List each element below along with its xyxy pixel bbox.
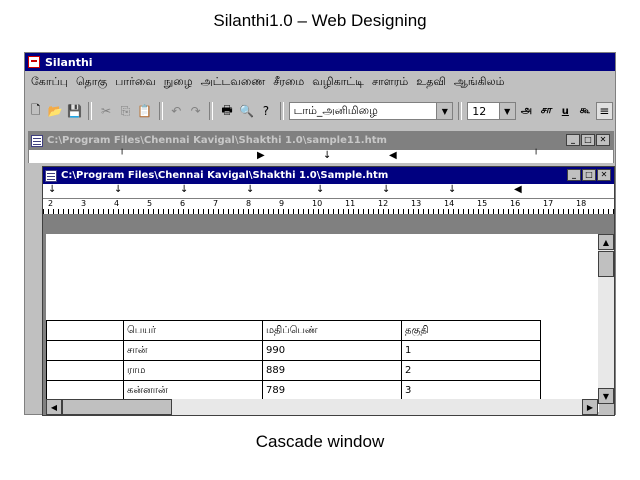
font-size-select[interactable] — [467, 102, 516, 120]
table-cell[interactable] — [47, 341, 124, 361]
font-size-value: 12 — [472, 104, 487, 118]
tab-stops-row — [43, 184, 614, 199]
ruler-number: 15 — [477, 199, 488, 208]
document-title-sample: C:\Program Files\Chennai Kavigal\Shakthi 1.0\Sample.htm — [61, 170, 389, 181]
table-cell[interactable] — [47, 321, 124, 341]
menu-window[interactable]: சாளரம் — [371, 74, 409, 88]
ruler-number: 12 — [378, 199, 389, 208]
tab-stop-icon[interactable]: ↓ — [246, 184, 255, 195]
menu-file[interactable]: கோப்பு — [31, 74, 68, 88]
indent-marker-icon[interactable]: ▶ — [257, 150, 265, 161]
paste-icon[interactable]: 📋 — [137, 104, 153, 118]
undo-icon[interactable]: ↶ — [171, 104, 182, 118]
ruler-number: 11 — [345, 199, 356, 208]
table-cell[interactable]: 2 — [402, 361, 541, 381]
ruler-number: 13 — [411, 199, 422, 208]
table-cell[interactable]: 1 — [402, 341, 541, 361]
vertical-scroll-thumb[interactable] — [598, 251, 614, 277]
ruler-number: 2 — [48, 199, 54, 208]
minimize-icon[interactable]: _ — [566, 134, 580, 146]
table-cell[interactable]: தகுதி — [402, 321, 541, 341]
table-cell[interactable]: 3 — [402, 381, 541, 401]
tamil-script-button[interactable]: கூ — [579, 105, 590, 116]
close-icon[interactable]: ✕ — [597, 169, 611, 181]
tab-stop-icon[interactable]: ↓ — [48, 184, 57, 195]
toolbar — [27, 99, 613, 123]
tab-stop-icon[interactable]: ╵ — [119, 150, 126, 161]
page-margin-band — [43, 214, 614, 234]
ruler-number: 7 — [213, 199, 219, 208]
ruler-number: 3 — [81, 199, 87, 208]
menu-format[interactable]: சீரமை — [273, 74, 305, 88]
app-icon[interactable] — [28, 56, 40, 68]
slide-title: Silanthi1.0 – Web Designing — [213, 11, 427, 30]
toolbar-separator — [209, 102, 213, 120]
table-cell[interactable]: 789 — [263, 381, 402, 401]
chevron-down-icon[interactable]: ▼ — [499, 103, 515, 119]
app-titlebar — [25, 53, 615, 71]
document-editing-area[interactable] — [46, 234, 599, 412]
document-window-sample[interactable] — [42, 166, 615, 416]
horizontal-scrollbar[interactable] — [46, 399, 598, 415]
table-cell[interactable]: பெயர் — [124, 321, 263, 341]
menu-edit[interactable]: தொகு — [75, 74, 108, 88]
font-select-value: டாம்_அனிமிழை — [293, 103, 378, 117]
table-row — [47, 381, 541, 401]
table-header-row — [47, 321, 541, 341]
menu-insert[interactable]: நுழை — [163, 74, 193, 88]
help-icon[interactable]: ? — [262, 104, 270, 118]
table-cell[interactable] — [47, 381, 124, 401]
print-preview-icon[interactable]: 🔍 — [238, 104, 254, 118]
maximize-icon[interactable]: □ — [581, 134, 595, 146]
document-icon[interactable] — [31, 135, 43, 147]
slide-caption: Cascade window — [255, 432, 385, 451]
toolbar-separator — [280, 102, 284, 120]
align-left-icon[interactable]: ≡ — [596, 102, 614, 120]
scroll-down-icon[interactable]: ▼ — [598, 388, 614, 404]
tab-stop-icon[interactable]: ↓ — [114, 184, 123, 195]
table-cell[interactable]: சான் — [124, 341, 263, 361]
menu-help[interactable]: உதவி — [416, 74, 446, 88]
app-title: Silanthi — [45, 55, 93, 69]
document-window-sample11[interactable] — [28, 131, 614, 163]
ruler-number: 18 — [576, 199, 587, 208]
minimize-icon[interactable]: _ — [567, 169, 581, 181]
redo-icon[interactable]: ↷ — [190, 104, 201, 118]
menu-bar — [25, 71, 615, 93]
menu-table[interactable]: அட்டவணை — [200, 74, 266, 88]
print-icon[interactable]: 🖶 — [221, 102, 233, 117]
ruler-number: 16 — [510, 199, 521, 208]
toolbar-separator — [159, 102, 163, 120]
tab-stop-icon[interactable]: ↓ — [382, 184, 391, 195]
indent-marker-icon[interactable]: ◀ — [389, 150, 397, 161]
table-cell[interactable] — [47, 361, 124, 381]
ruler-number: 5 — [147, 199, 153, 208]
document-titlebar-active — [43, 167, 614, 184]
table-row — [47, 341, 541, 361]
new-file-icon[interactable]: 🗋 — [30, 102, 41, 117]
chevron-down-icon[interactable]: ▼ — [436, 103, 452, 119]
underline-button[interactable]: u — [561, 105, 569, 117]
open-folder-icon[interactable]: 📂 — [47, 104, 63, 118]
ruler-number: 9 — [279, 199, 285, 208]
toolbar-separator — [458, 102, 462, 120]
scroll-left-icon[interactable]: ◀ — [46, 399, 62, 415]
document-icon[interactable] — [45, 170, 57, 182]
tab-stop-icon[interactable]: ↓ — [448, 184, 457, 195]
ruler — [43, 199, 614, 215]
font-select[interactable] — [289, 102, 454, 120]
ruler-number: 10 — [312, 199, 323, 208]
ruler-number: 6 — [180, 199, 186, 208]
horizontal-scroll-thumb[interactable] — [62, 399, 172, 415]
scroll-up-icon[interactable]: ▲ — [598, 234, 614, 250]
indent-marker-icon[interactable]: ◀ — [514, 184, 522, 195]
save-icon[interactable]: 💾 — [67, 104, 83, 118]
silanthi-app-window — [24, 52, 616, 415]
tab-stop-icon[interactable]: ↓ — [180, 184, 189, 195]
data-table[interactable] — [46, 320, 541, 401]
tab-stop-icon[interactable]: ╵ — [533, 150, 540, 161]
maximize-icon[interactable]: □ — [582, 169, 596, 181]
table-cell[interactable]: கன்னான் — [124, 381, 263, 401]
ruler-number: 8 — [246, 199, 252, 208]
table-cell[interactable]: மதிப்பெண் — [263, 321, 402, 341]
tab-ruler — [29, 149, 613, 163]
table-cell[interactable]: 990 — [263, 341, 402, 361]
copy-icon[interactable]: ⎘ — [120, 103, 131, 118]
table-cell[interactable]: ராம — [124, 361, 263, 381]
document-title-sample11: C:\Program Files\Chennai Kavigal\Shakthi 1.0\sample11.htm — [47, 135, 387, 146]
tab-stop-icon[interactable]: ↓ — [323, 150, 332, 161]
scroll-right-icon[interactable]: ▶ — [582, 399, 598, 415]
italic-button[interactable]: சா — [540, 105, 552, 116]
toolbar-separator — [88, 102, 92, 120]
document-titlebar-inactive — [29, 132, 613, 149]
table-cell[interactable]: 889 — [263, 361, 402, 381]
bold-button[interactable]: அ — [520, 105, 533, 116]
menu-english[interactable]: ஆங்கிலம் — [453, 74, 505, 88]
ruler-number: 17 — [543, 199, 554, 208]
menu-wizard[interactable]: வழிகாட்டி — [312, 74, 364, 88]
cut-icon[interactable]: ✂ — [100, 104, 111, 118]
tab-stop-icon[interactable]: ↓ — [316, 184, 325, 195]
menu-view[interactable]: பார்வை — [115, 74, 156, 88]
ruler-number: 14 — [444, 199, 455, 208]
ruler-number: 4 — [114, 199, 120, 208]
vertical-scrollbar[interactable] — [598, 234, 614, 404]
close-icon[interactable]: ✕ — [596, 134, 610, 146]
table-row — [47, 361, 541, 381]
